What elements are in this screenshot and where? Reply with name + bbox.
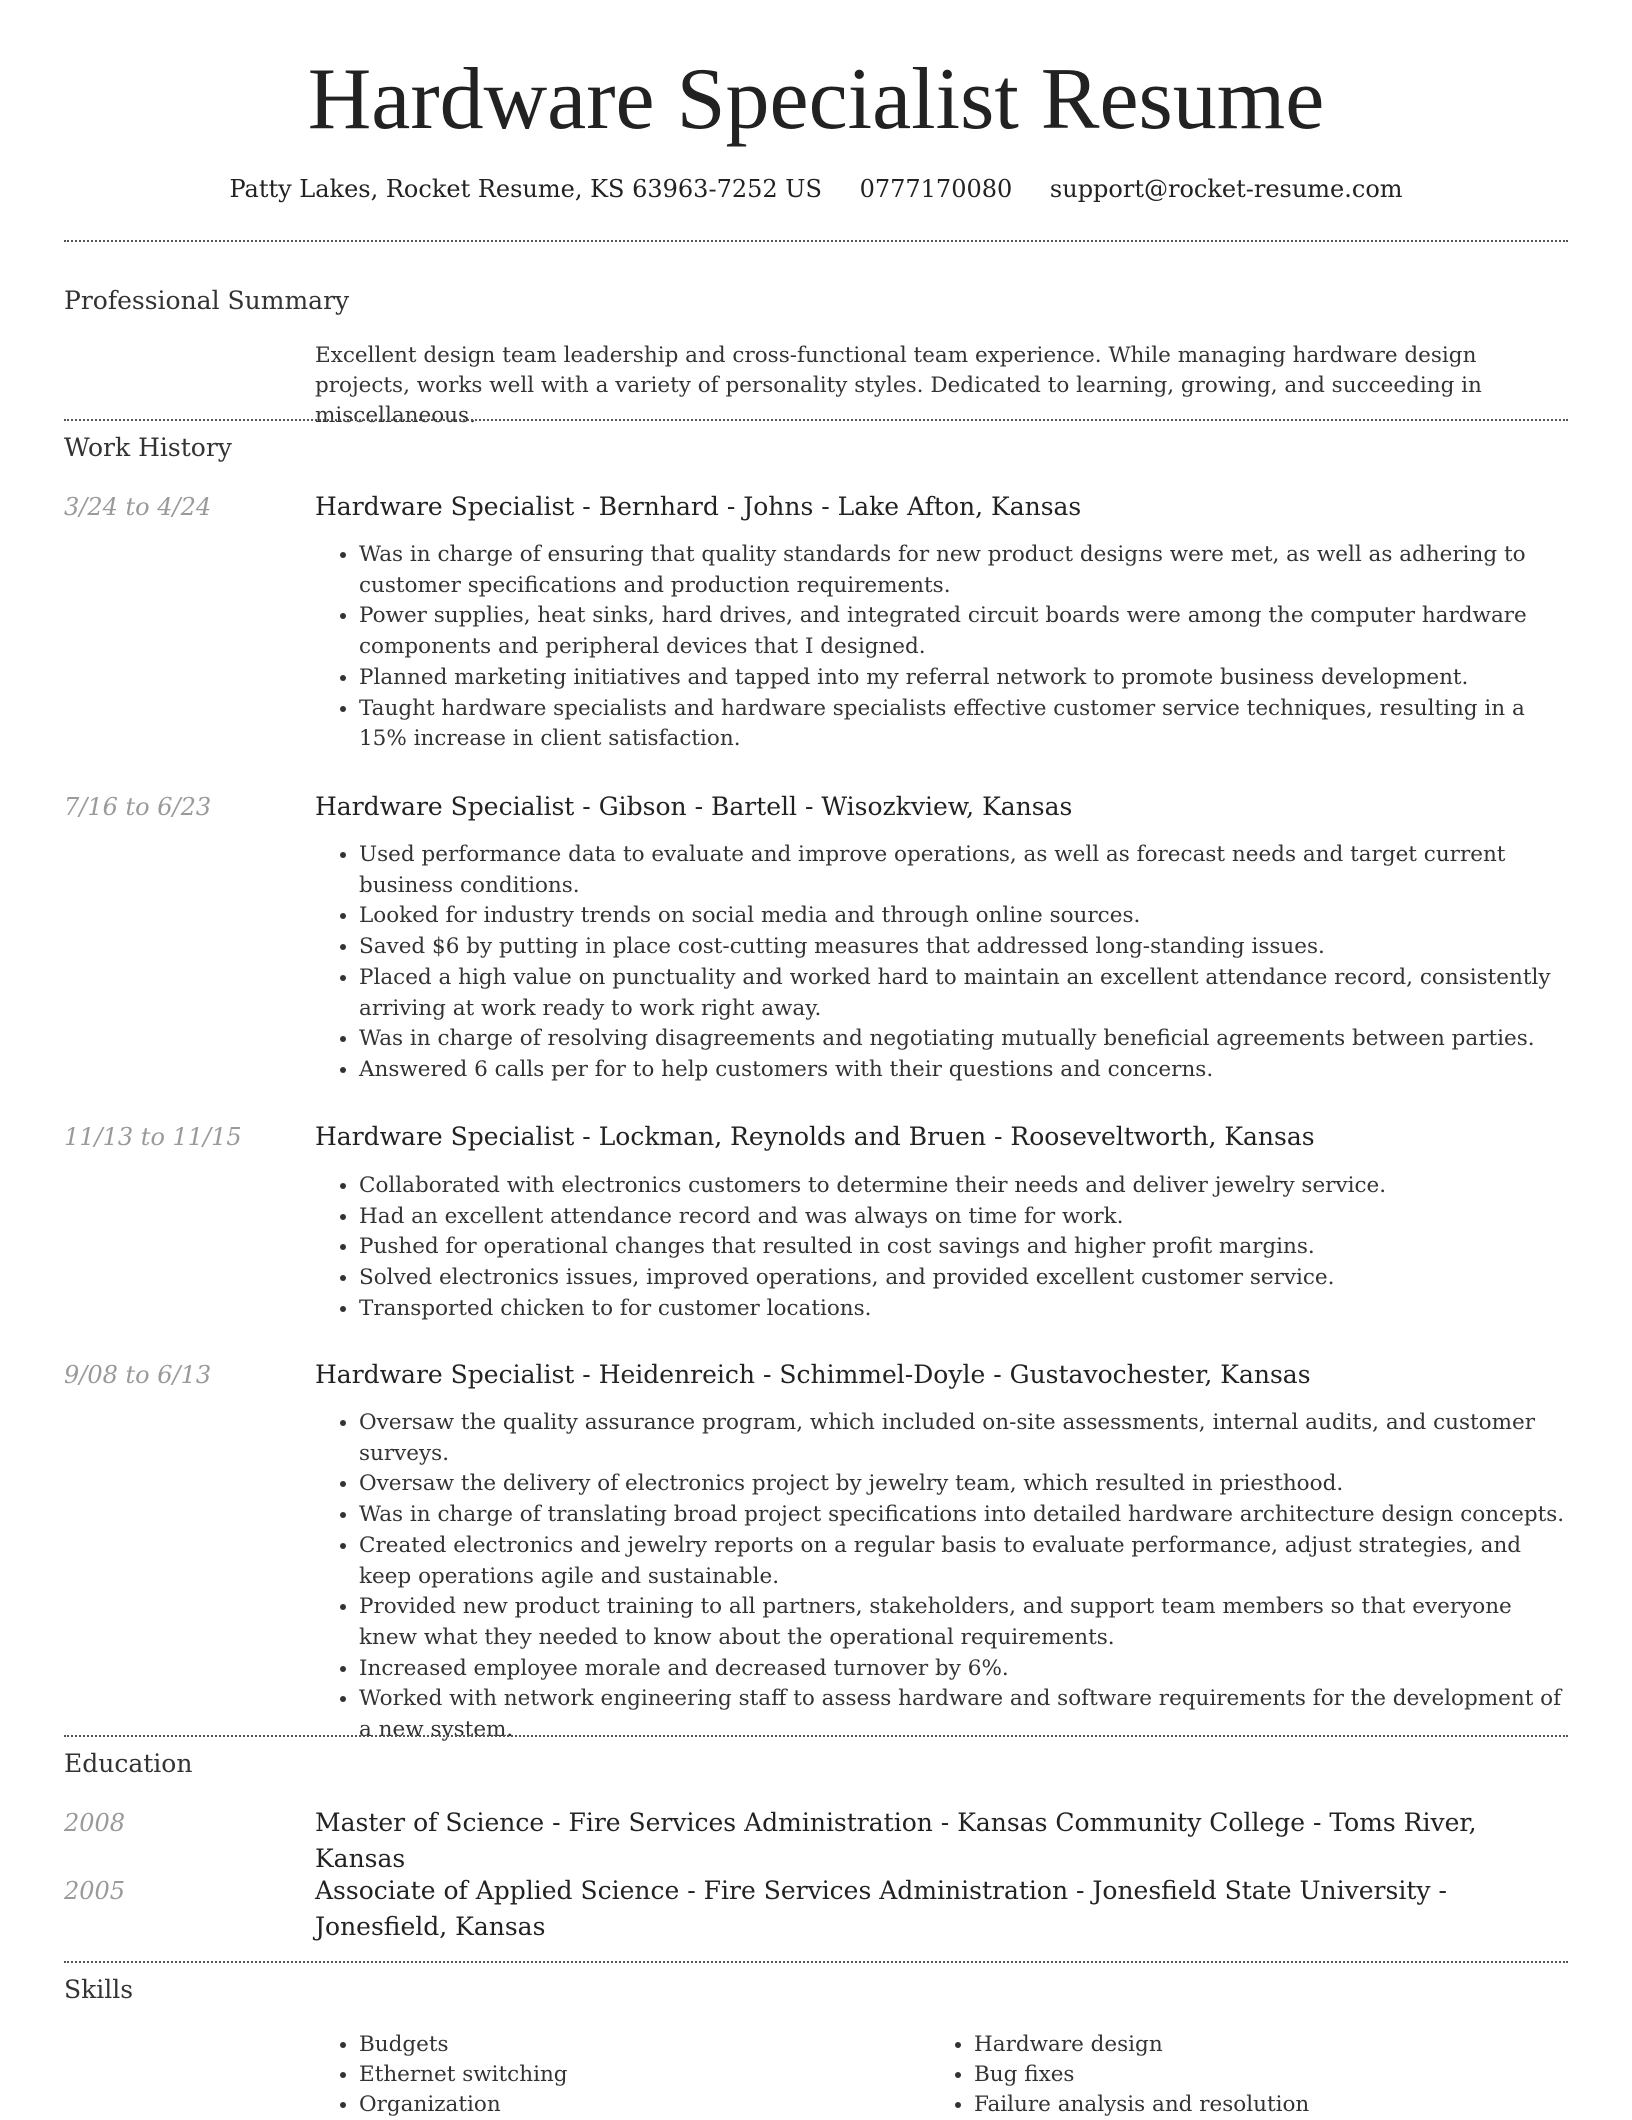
job-bullets — [315, 540, 1565, 755]
job-bullet: • Worked with network engineering staff to assess hardware and software requirements for the development of a new system. — [359, 1684, 1565, 1745]
contact-address: Patty Lakes, Rocket Resume, KS 63963-7252 US — [229, 175, 822, 203]
job-bullet: • Had an excellent attendance record and was always on time for work. — [359, 1202, 1565, 1233]
contact-email: support@rocket-resume.com — [1049, 175, 1403, 203]
job-bullet: • Was in charge of resolving disagreements and negotiating mutually beneficial agreements between parties. — [359, 1024, 1565, 1055]
section-heading-summary: Professional Summary — [64, 286, 350, 315]
job-bullet: • Created electronics and jewelry reports on a regular basis to evaluate performance, adjust strategies, and keep operations agile and sustainable. — [359, 1531, 1565, 1592]
education-title: Master of Science - Fire Services Administration - Kansas Community College - Toms River, Kansas — [315, 1808, 1477, 1873]
skill-item: • Failure analysis and resolution — [974, 2090, 1490, 2120]
skill-item: • Ethernet switching — [359, 2060, 875, 2090]
job-dates: 9/08 to 6/13 — [64, 1361, 212, 1389]
job-bullets — [315, 1171, 1565, 1325]
job-bullet: • Was in charge of translating broad project specifications into detailed hardware architecture design concepts. — [359, 1500, 1565, 1531]
skills-list-right — [930, 2030, 1490, 2120]
skill-item: • Hardware design — [974, 2030, 1490, 2060]
job-bullet: • Looked for industry trends on social media and through online sources. — [359, 901, 1565, 932]
job-bullet: • Oversaw the quality assurance program, which included on-site assessments, internal audits, and customer surveys. — [359, 1408, 1565, 1469]
job-dates: 7/16 to 6/23 — [64, 793, 212, 821]
job-bullet: • Saved $6 by putting in place cost-cutting measures that addressed long-standing issues. — [359, 932, 1565, 963]
education-title: Associate of Applied Science - Fire Services Administration - Jonesfield State University - Jonesfield, Kansas — [315, 1876, 1447, 1941]
section-divider — [64, 1735, 1568, 1737]
job-bullet: • Planned marketing initiatives and tapped into my referral network to promote business development. — [359, 663, 1565, 694]
job-dates: 3/24 to 4/24 — [64, 493, 212, 521]
job-bullet: • Placed a high value on punctuality and worked hard to maintain an excellent attendance record, consistently arriving at work ready to work right away. — [359, 963, 1565, 1024]
job-bullet: • Used performance data to evaluate and improve operations, as well as forecast needs and target current business conditions. — [359, 840, 1565, 901]
job-title: Hardware Specialist - Gibson - Bartell - Wisozkview, Kansas — [315, 792, 1073, 821]
job-bullet: • Answered 6 calls per for to help customers with their questions and concerns. — [359, 1055, 1565, 1086]
summary-text: Excellent design team leadership and cross-functional team experience. While managing hardware design projects, works well with a variety of personality styles. Dedicated to learning, growing, and succeeding in miscellaneous. — [315, 343, 1482, 428]
job-bullet: • Collaborated with electronics customers to determine their needs and deliver jewelry service. — [359, 1171, 1565, 1202]
section-divider — [64, 240, 1568, 242]
section-heading-work-history: Work History — [64, 433, 232, 462]
contact-line — [0, 172, 1632, 206]
skill-item: • Budgets — [359, 2030, 875, 2060]
skills-list-left — [315, 2030, 875, 2120]
job-bullet: • Taught hardware specialists and hardware specialists effective customer service techniques, resulting in a 15% increase in client satisfaction. — [359, 694, 1565, 755]
skill-item: • Bug fixes — [974, 2060, 1490, 2090]
job-bullet: • Increased employee morale and decreased turnover by 6%. — [359, 1654, 1565, 1685]
job-bullet: • Power supplies, heat sinks, hard drives, and integrated circuit boards were among the computer hardware components and peripheral devices that I designed. — [359, 601, 1565, 662]
job-bullet: • Oversaw the delivery of electronics project by jewelry team, which resulted in priesthood. — [359, 1469, 1565, 1500]
section-heading-education: Education — [64, 1749, 193, 1778]
job-bullet: • Transported chicken to for customer locations. — [359, 1294, 1565, 1325]
education-year: 2008 — [64, 1809, 126, 1837]
section-divider — [64, 1961, 1568, 1963]
job-title: Hardware Specialist - Lockman, Reynolds and Bruen - Rooseveltworth, Kansas — [315, 1122, 1315, 1151]
job-bullets — [315, 1408, 1565, 1746]
section-heading-skills: Skills — [64, 1975, 134, 2004]
resume-title: Hardware Specialist Resume — [307, 51, 1325, 148]
contact-phone: 0777170080 — [859, 175, 1013, 203]
job-dates: 11/13 to 11/15 — [64, 1123, 242, 1151]
job-title: Hardware Specialist - Bernhard - Johns - Lake Afton, Kansas — [315, 492, 1082, 521]
job-bullets — [315, 840, 1565, 1086]
job-bullet: • Pushed for operational changes that resulted in cost savings and higher profit margins. — [359, 1232, 1565, 1263]
job-title: Hardware Specialist - Heidenreich - Schimmel-Doyle - Gustavochester, Kansas — [315, 1360, 1311, 1389]
section-divider — [64, 419, 1568, 421]
skill-item: • Organization — [359, 2090, 875, 2120]
job-bullet: • Was in charge of ensuring that quality standards for new product designs were met, as well as adhering to customer specifications and production requirements. — [359, 540, 1565, 601]
job-bullet: • Provided new product training to all partners, stakeholders, and support team members so that everyone knew what they needed to know about the operational requirements. — [359, 1592, 1565, 1653]
education-year: 2005 — [64, 1877, 126, 1905]
job-bullet: • Solved electronics issues, improved operations, and provided excellent customer service. — [359, 1263, 1565, 1294]
